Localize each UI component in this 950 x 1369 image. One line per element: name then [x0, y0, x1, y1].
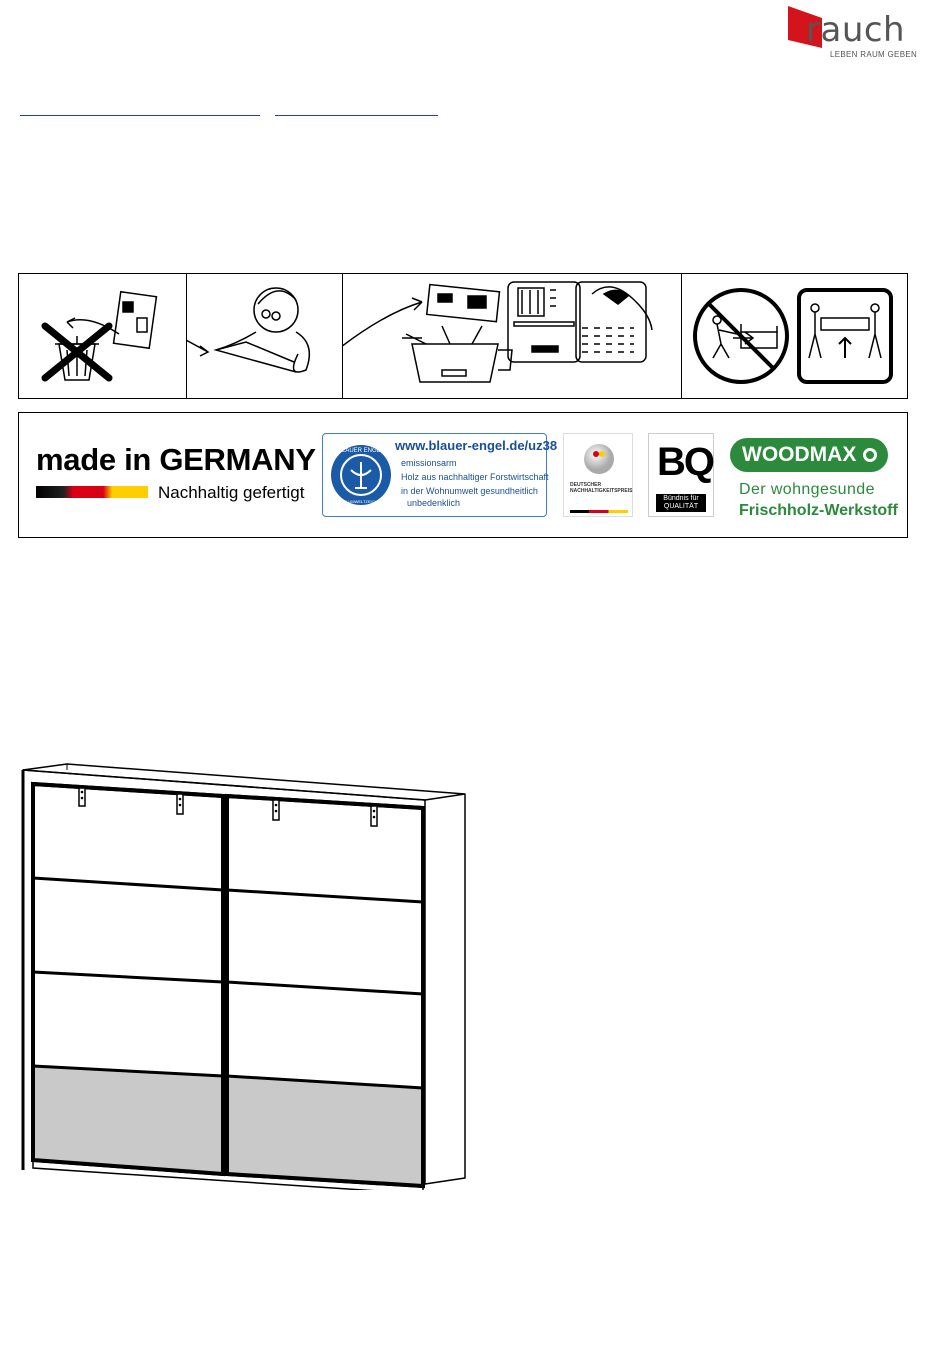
- do-not-discard-icon: [19, 274, 186, 398]
- bq-text-2: QUALITÄT: [663, 503, 699, 510]
- pictogram-handling: [681, 274, 907, 398]
- blauer-engel-item: Holz aus nachhaltiger Forstwirtschaft: [401, 472, 549, 482]
- pictogram-do-not-discard: [19, 274, 187, 398]
- made-in-germany-subtitle: Nachhaltig gefertigt: [158, 483, 305, 502]
- bq-letters: BQ: [657, 440, 713, 484]
- wardrobe-illustration: [15, 760, 470, 1190]
- seal-bottom-text: DAS UMWELTZEICHEN: [339, 499, 383, 504]
- woodmax-logo: [730, 438, 888, 472]
- read-instructions-icon: [186, 274, 342, 398]
- brand-logo: [786, 4, 916, 60]
- blauer-engel-item: emissionsarm: [401, 458, 457, 468]
- do-not-push-icon: [681, 274, 907, 398]
- instruction-pictogram-strip: [18, 273, 908, 399]
- blauer-engel-item: unbedenklich: [407, 498, 461, 508]
- lift-furniture-icon: [799, 290, 891, 382]
- woodmax-line-1: Der wohngesunde: [739, 481, 875, 498]
- link-underline-1[interactable]: [20, 115, 260, 116]
- blauer-engel-seal-icon: [329, 440, 393, 510]
- keep-instructions-icon: [342, 274, 681, 398]
- blauer-engel-url[interactable]: www.blauer-engel.de/uz38: [395, 438, 558, 453]
- made-in-germany-title: made in GERMANY: [36, 442, 316, 477]
- bq-text-1: Bündnis für: [663, 495, 699, 502]
- award-flag-bar: [570, 510, 628, 513]
- flag-bar: [36, 486, 148, 498]
- logo-tagline: LEBEN RAUM GEBEN: [830, 50, 918, 59]
- award-globe-icon: [582, 442, 616, 476]
- bq-badge: [648, 433, 714, 517]
- nachhaltigkeitspreis-badge: [563, 433, 633, 517]
- blauer-engel-badge: [322, 433, 558, 517]
- pictogram-keep-instructions: [342, 274, 682, 398]
- woodmax-name: WOODMAX: [742, 443, 857, 466]
- blauer-engel-item: in der Wohnumwelt gesundheitlich: [401, 486, 538, 496]
- woodmax-seal-icon: [860, 445, 880, 465]
- award-line-1: DEUTSCHER: [570, 482, 602, 488]
- seal-top-text: BLAUER ENGEL: [337, 448, 385, 454]
- woodmax-line-2: Frischholz-Werkstoff: [739, 502, 898, 519]
- logo-wordmark: rauch: [806, 10, 906, 50]
- link-underline-2[interactable]: [275, 115, 438, 116]
- pictogram-read-instructions: [186, 274, 343, 398]
- award-line-2: NACHHALTIGKEITSPREIS: [570, 488, 633, 494]
